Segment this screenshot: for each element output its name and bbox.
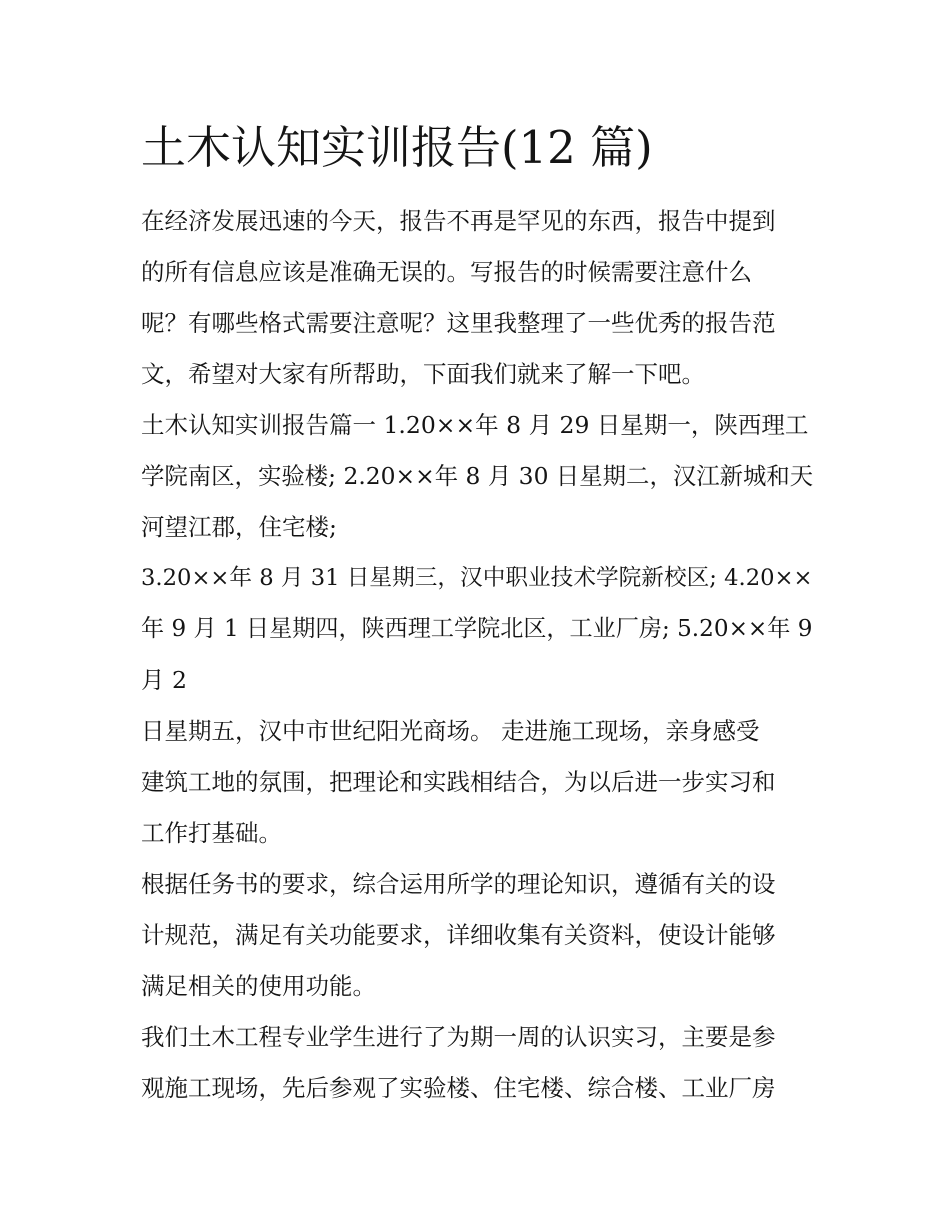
- text-line: 我们土木工程专业学生进行了为期一周的认识实习，主要是参: [141, 1023, 776, 1051]
- text-line: 土木认知实训报告篇一 1.20××年 8 月 29 日星期一，陕西理工: [141, 411, 809, 439]
- paragraph-purpose: [141, 706, 813, 859]
- text-line: 根据任务书的要求，综合运用所学的理论知识，遵循有关的设: [141, 870, 776, 898]
- text-line: 的所有信息应该是准确无误的。写报告的时候需要注意什么: [141, 258, 752, 286]
- text-line: 学院南区，实验楼; 2.20××年 8 月 30 日星期二，汉江新城和天: [141, 462, 813, 490]
- paragraph-schedule: [141, 553, 813, 706]
- text-line: 观施工现场，先后参观了实验楼、住宅楼、综合楼、工业厂房: [141, 1074, 776, 1102]
- text-line: 满足相关的使用功能。: [141, 972, 376, 1000]
- document-body: [141, 196, 813, 1114]
- text-line: 3.20××年 8 月 31 日星期三，汉中职业技术学院新校区; 4.20××: [141, 565, 813, 591]
- text-line: 计规范，满足有关功能要求，详细收集有关资料，使设计能够: [141, 921, 776, 949]
- paragraph-intro: [141, 196, 813, 400]
- text-line: 呢？有哪些格式需要注意呢？这里我整理了一些优秀的报告范: [141, 309, 776, 337]
- text-line: 在经济发展迅速的今天，报告不再是罕见的东西，报告中提到: [141, 207, 776, 235]
- page-title: 土木认知实训报告(12 篇): [141, 121, 653, 174]
- paragraph-part1: [141, 400, 813, 553]
- text-line: 工作打基础。: [141, 819, 282, 847]
- text-line: 年 9 月 1 日星期四，陕西理工学院北区，工业厂房; 5.20××年 9: [141, 616, 813, 642]
- paragraph-summary: [141, 1012, 813, 1114]
- text-line: 月 2: [141, 666, 187, 694]
- paragraph-requirements: [141, 859, 813, 1012]
- text-line: 文，希望对大家有所帮助，下面我们就来了解一下吧。: [141, 360, 705, 388]
- text-line: 河望江郡，住宅楼;: [141, 513, 337, 541]
- text-line: 日星期五，汉中市世纪阳光商场。 走进施工现场，亲身感受: [141, 717, 760, 745]
- text-line: 建筑工地的氛围，把理论和实践相结合，为以后进一步实习和: [141, 768, 776, 796]
